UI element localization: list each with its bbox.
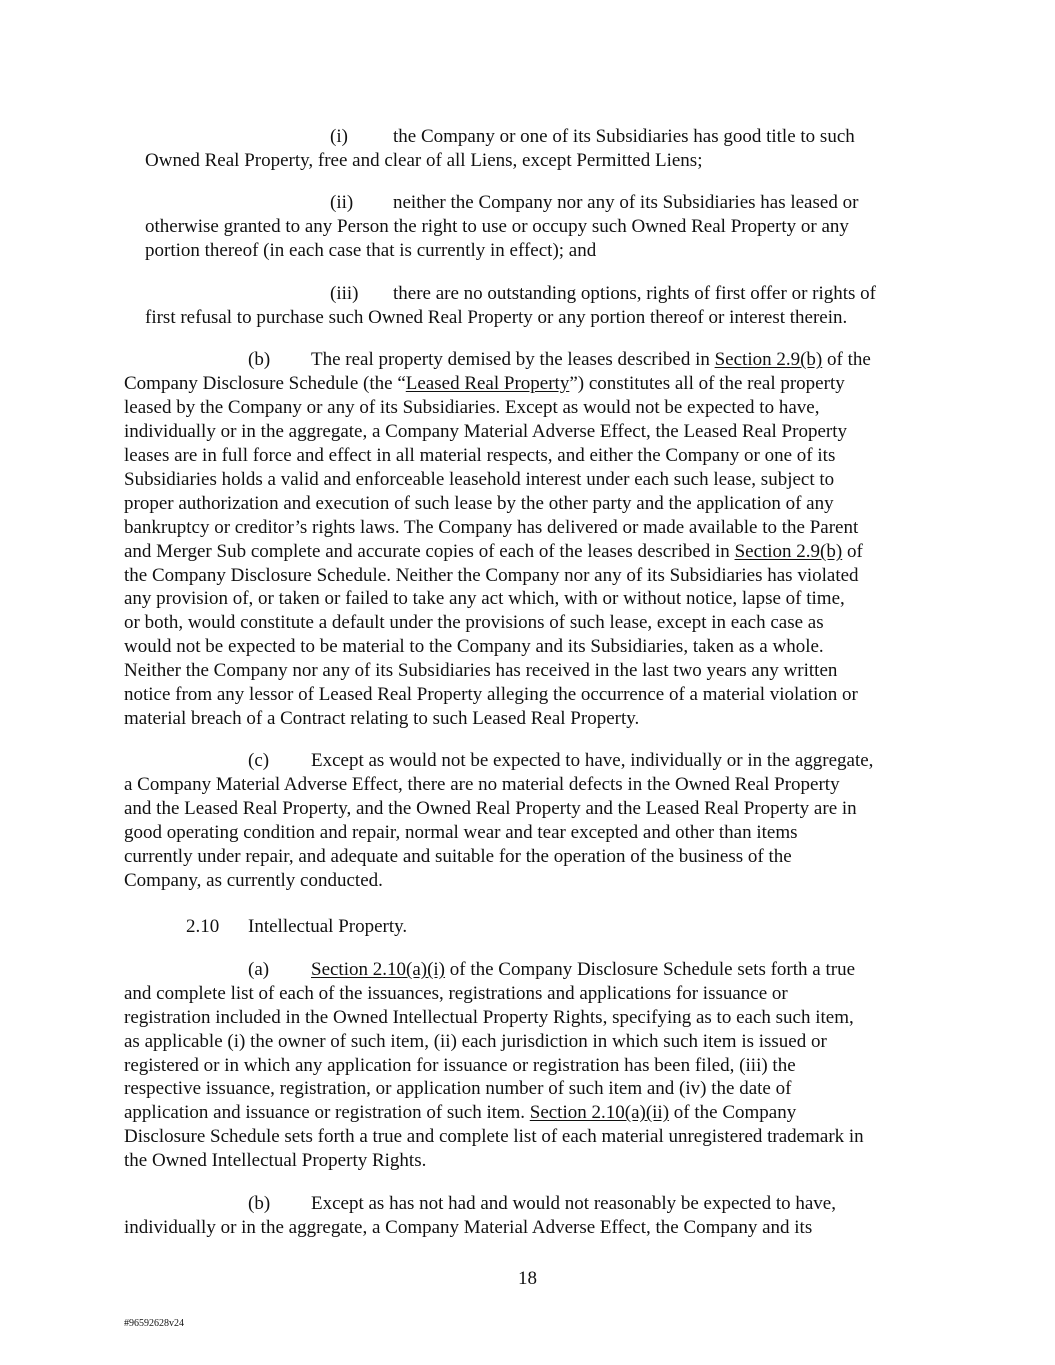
para-b-line-6: Subsidiaries holds a valid and enforceable leasehold interest under each such lease, subject to — [124, 469, 835, 490]
para-b-line-5: leases are in full force and effect in all material respects, and either the Company or one of its — [124, 445, 836, 466]
clause-i-line-2: Owned Real Property, free and clear of all Liens, except Permitted Liens; — [145, 150, 703, 171]
clause-ii-line-3: portion thereof (in each case that is currently in effect); and — [145, 240, 597, 261]
para-a2-label: (a) — [248, 959, 270, 980]
para-a2-line-8: Disclosure Schedule sets forth a true and complete list of each material unregistered trademark in — [124, 1126, 864, 1147]
para-b-line-15: notice from any lessor of Leased Real Property alleging the occurrence of a material violation or — [124, 684, 858, 705]
page-number: 18 — [518, 1268, 537, 1289]
para-b-line-10: the Company Disclosure Schedule. Neither the Company nor any of its Subsidiaries has violated — [124, 565, 859, 586]
para-b-line-11: any provision of, or taken or failed to take any act which, with or without notice, lapse of time, — [124, 588, 845, 609]
para-b-label: (b) — [248, 349, 271, 370]
para-c-line-2: a Company Material Adverse Effect, there are no material defects in the Owned Real Property — [124, 774, 840, 795]
para-b-line-16: material breach of a Contract relating to such Leased Real Property. — [124, 708, 640, 729]
para-b-line-14: Neither the Company nor any of its Subsidiaries has received in the last two years any written — [124, 660, 838, 681]
clause-iii-line-2: first refusal to purchase such Owned Real Property or any portion thereof or interest therein. — [145, 307, 848, 328]
clause-i-label: (i) — [330, 126, 348, 147]
para-b-line-9: and Merger Sub complete and accurate copies of each of the leases described in Section 2.9(b) of — [124, 541, 863, 562]
section-number: 2.10 — [186, 916, 220, 937]
para-a2-line-3: registration included in the Owned Intellectual Property Rights, specifying as to each such item, — [124, 1007, 854, 1028]
para-c-line-3: and the Leased Real Property, and the Owned Real Property and the Leased Real Property are in — [124, 798, 857, 819]
para-a2-line-6: respective issuance, registration, or application number of such item and (iv) the date of — [124, 1078, 792, 1099]
para-a2-line-7: application and issuance or registration of such item. Section 2.10(a)(ii) of the Company — [124, 1102, 797, 1123]
para-c-line-5: currently under repair, and adequate and suitable for the operation of the business of the — [124, 846, 792, 867]
section-ref-2-10ai: Section 2.10(a)(i) — [311, 959, 446, 980]
document-page: (i) the Company or one of its Subsidiaries has good title to such Owned Real Property, free and clear of all Liens, except Permitted Liens; (ii) neither the Company nor any of its Subsidiaries has leased or otherwise granted to any Person the right to use or occupy such Owned Real Property or any portion thereof (in each case that is currently in effect); and (iii) there are no outstanding options, rights of first offer or rights of first refusal to purchase such Owned Real Property or any portion thereof or interest therein. (b) The real property demised by the leases described in Section 2.9(b) of the Company Disclosure Schedule (the “Leased Real Property”) constitutes all of the real property leased by the Company or any of its Subsidiaries. Except as would not be expected to have, individually or in the aggregate, a Company Material Adverse Effect, the Leased Real Property leases are in full force and effect in all material respects, and either the Company or one of its Subsidiaries holds a valid and enforceable leasehold interest under each such lease, subject to proper authorization and execution of such lease by the other party and the application of any bankruptcy or creditor’s rights laws. The Company has delivered or made available to the Parent and Merger Sub complete and accurate copies of each of the leases described in Section 2.9(b) of the Company Disclosure Schedule. Neither the Company nor any of its Subsidiaries has violated any provision of, or taken or failed to take any act which, with or without notice, lapse of time, or both, would constitute a default under the provisions of such lease, except in each case as would not be expected to be material to the Company and its Subsidiaries, taken as a whole. Neither the Company nor any of its Subsidiaries has received in the last two years any written notice from any lessor of Leased Real Property alleging the occurrence of a material violation or material breach of a Contract relating to such Leased Real Property. (c) Except as would not be expected to have, individually or in the aggregate, a Company Material Adverse Effect, there are no material defects in the Owned Real Property and the Leased Real Property, and the Owned Real Property and the Leased Real Property are in good operating condition and repair, normal wear and tear excepted and other than items currently under repair, and adequate and suitable for the operation of the business of the Company, as currently conducted. 2.10 Intellectual Property. (a) Section 2.10(a)(i) of the Company Disclosure Schedule sets forth a true and complete list of each of the issuances, registrations and applications for issuance or registration included in the Owned Intellectual Property Rights, specifying as to each such item, as applicable (i) the owner of such item, (ii) each jurisdiction in which such item is issued or registered or in which any application for issuance or registration has been filed, (iii) the respective issuance, registration, or application number of such item and (iv) the date of application and issuance or registration of such item. Section 2.10(a)(ii) of the Company Disclosure Schedule sets forth a true and complete list of each material unregistered trademark in the Owned Intellectual Property Rights. (b) Except as has not had and would not reasonably be expected to have, individually or in the aggregate, a Company Material Adverse Effect, the Company and its 18 #96592628v24 — [0, 0, 1055, 1365]
section-ref-2-9b: Section 2.9(b) — [734, 541, 843, 562]
para-b2-line-2: individually or in the aggregate, a Company Material Adverse Effect, the Company and its — [124, 1217, 813, 1238]
para-b-line-8: bankruptcy or creditor’s rights laws. The Company has delivered or made available to the Parent — [124, 517, 859, 538]
para-b-line-13: would not be expected to be material to the Company and its Subsidiaries, taken as a whole. — [124, 636, 824, 657]
para-a2-line-5: registered or in which any application for issuance or registration has been filed, (iii) the — [124, 1055, 796, 1076]
para-b-line-2: Company Disclosure Schedule (the “Leased Real Property”) constitutes all of the real property — [124, 373, 845, 394]
defined-term-leased-real-property: Leased Real Property — [405, 373, 570, 394]
para-c-line-6: Company, as currently conducted. — [124, 870, 383, 891]
clause-ii-line-2: otherwise granted to any Person the right to use or occupy such Owned Real Property or any — [145, 216, 849, 237]
document-id: #96592628v24 — [124, 1318, 184, 1329]
section-ref-2-9b: Section 2.9(b) — [714, 349, 823, 370]
para-b-line-12: or both, would constitute a default under the provisions of such lease, except in each case as — [124, 612, 824, 633]
para-a2-line-4: as applicable (i) the owner of such item, (ii) each jurisdiction in which such item is issued or — [124, 1031, 827, 1052]
clause-ii-label: (ii) — [330, 192, 354, 213]
para-c-label: (c) — [248, 750, 270, 771]
clause-iii-label: (iii) — [330, 283, 359, 304]
section-title: Intellectual Property. — [248, 916, 408, 937]
para-b-line-4: individually or in the aggregate, a Company Material Adverse Effect, the Leased Real Property — [124, 421, 847, 442]
para-b2-label: (b) — [248, 1193, 271, 1214]
para-a2-line-2: and complete list of each of the issuances, registrations and applications for issuance or — [124, 983, 788, 1004]
para-b-line-3: leased by the Company or any of its Subsidiaries. Except as would not be expected to have, — [124, 397, 820, 418]
para-c-line-4: good operating condition and repair, normal wear and tear excepted and other than items — [124, 822, 798, 843]
section-ref-2-10aii: Section 2.10(a)(ii) — [529, 1102, 670, 1123]
para-b-line-7: proper authorization and execution of such lease by the other party and the application of any — [124, 493, 834, 514]
para-a2-line-9: the Owned Intellectual Property Rights. — [124, 1150, 427, 1171]
